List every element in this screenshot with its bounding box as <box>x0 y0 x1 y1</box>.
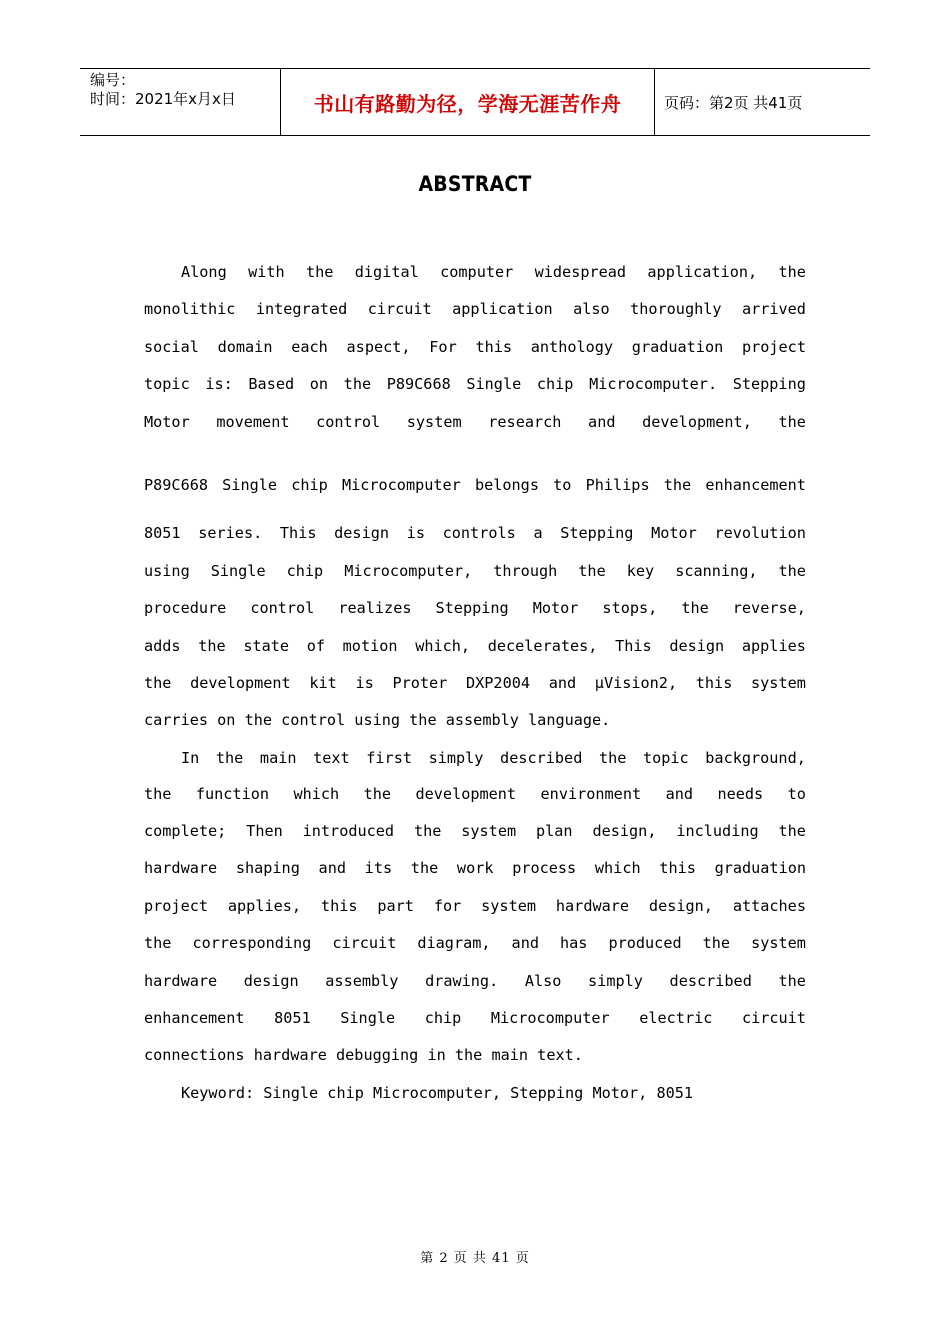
paragraph-line: 8051 series. This design is controls a Stepping Motor revolution <box>144 524 806 543</box>
paragraph-line: monolithic integrated circuit application also thoroughly arrived <box>144 300 806 319</box>
paragraph-line: topic is: Based on the P89C668 Single chip Microcomputer. Stepping <box>144 375 806 394</box>
page-footer: 第 2 页 共 41 页 <box>420 1251 530 1266</box>
paragraph-line: enhancement 8051 Single chip Microcomputer electric circuit <box>144 1009 806 1028</box>
paragraph-line: social domain each aspect, For this anthology graduation project <box>144 337 806 356</box>
document-date-label: 时间：2021年x月x日 <box>90 90 236 108</box>
page-header <box>80 68 870 136</box>
header-page-label: 页码：第2页 共41页 <box>664 93 803 112</box>
paragraph-line: Along with the digital computer widespread application, the <box>181 263 806 281</box>
paragraph-line: the development kit is Proter DXP2004 and μVision2, this system <box>144 673 806 692</box>
document-number-label: 编号： <box>90 71 136 89</box>
line-gap <box>144 441 806 467</box>
paragraph-line: procedure control realizes Stepping Motor stops, the reverse, <box>144 599 806 618</box>
paragraph-line: In the main text first simply described the topic background, <box>181 748 806 767</box>
header-motto-cell <box>281 69 655 135</box>
abstract-body <box>144 254 806 1111</box>
paragraph-line: P89C668 Single chip Microcomputer belongs to Philips the enhancement <box>144 475 806 494</box>
paragraph-line: the corresponding circuit diagram, and has produced the system <box>144 934 806 953</box>
paragraph-line: carries on the control using the assembly language. <box>144 711 611 730</box>
line-gap <box>144 504 806 515</box>
paragraph-line: the function which the development environment and needs to <box>144 784 806 803</box>
paragraph-line: using Single chip Microcomputer, through the key scanning, the <box>144 561 806 580</box>
paragraph-line: adds the state of motion which, decelerates, This design applies <box>144 636 806 655</box>
header-info-cell <box>80 69 281 135</box>
abstract-title: ABSTRACT <box>418 172 532 196</box>
paragraph-line: project applies, this part for system hardware design, attaches <box>144 896 806 915</box>
header-motto: 书山有路勤为径，学海无涯苦作舟 <box>313 91 622 116</box>
keywords-line: Keyword: Single chip Microcomputer, Stepping Motor, 8051 <box>181 1083 694 1102</box>
paragraph-line: hardware design assembly drawing. Also simply described the <box>144 971 806 990</box>
paragraph-line: Motor movement control system research and development, the <box>144 412 806 431</box>
paragraph-line: hardware shaping and its the work process which this graduation <box>144 859 806 878</box>
paragraph-line: complete; Then introduced the system plan design, including the <box>144 822 806 841</box>
paragraph-line: connections hardware debugging in the main text. <box>144 1046 583 1065</box>
header-page-cell <box>655 69 870 135</box>
